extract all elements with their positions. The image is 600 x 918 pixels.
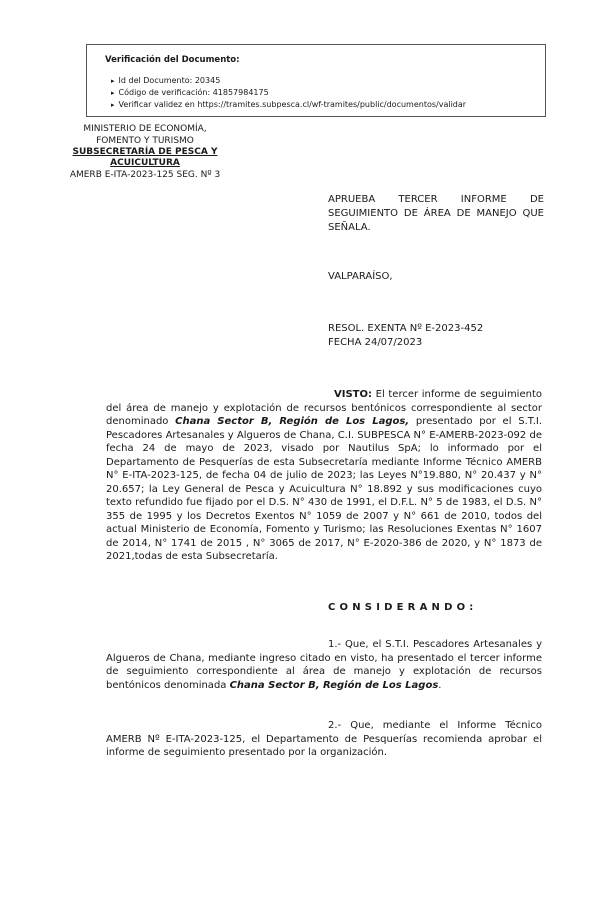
ministry-line-2: FOMENTO Y TURISMO [96,136,194,146]
considerando-1-text-2: . [438,679,442,691]
document-id: ▸ Id del Documento: 20345 [111,75,545,87]
resolution-number: RESOL. EXENTA Nº E-2023-452 [328,323,484,334]
visto-label: VISTO: [334,389,372,400]
subsecretaria-line-1: SUBSECRETARÍA DE PESCA Y [72,147,218,157]
letterhead [40,123,250,181]
ministry-line-1: MINISTERIO DE ECONOMÍA, [83,124,207,134]
considerando-heading: CONSIDERANDO: [328,602,478,613]
resolution-abstract: APRUEBA TERCER INFORME DE SEGUIMIENTO DE ÁREA DE MANEJO QUE SEÑALA. [328,194,544,233]
considerando-2 [106,719,542,760]
resolution-info [328,322,483,350]
considerando-2-text: 2.- Que, mediante el Informe Técnico AMERB Nº E-ITA-2023-125, el Departamento de Pesquerías recomienda aprobar el informe de seguimiento presentado por la organización. [106,720,542,758]
visto-paragraph [106,388,542,564]
verification-box [86,44,546,117]
resolution-date: FECHA 24/07/2023 [328,337,423,348]
visto-text-2: presentado por el S.T.I. Pescadores Artesanales y Algueros de Chana, C.I. SUBPESCA N° E-AMERB-2023-092 de fecha 24 de mayo de 2023, visado por Nautilus SpA; lo informado por el Departamento de Pesquerías de esta Subsecretaría mediante Informe Técnico AMERB N° E-ITA-2023-125, de fecha 04 de julio de 2023; las Leyes N°19.880, N° 20.437 y N° 20.657; la Ley General de Pesca y Acuicultura N° 18.892 y sus modificaciones cuyo texto refundido fue fijado por el D.S. N° 430 de 1991, el D.F.L. N° 5 de 1983, el D.S. N° 355 de 1995 y los Decretos Exentos N° 1059 de 2007 y N° 661 de 2010, todos del actual Ministerio de Economía, Fomento y Turismo; las Resoluciones Exentas N° 1607 de 2014, N° 1741 de 2015 , N° 3065 de 2017, N° E-2020-386 de 2020, y N° 1873 de 2021,todas de esta Subsecretaría. [106,416,542,562]
visto-text-1: El tercer informe de seguimiento del área de manejo y explotación de recursos bentónicos correspondiente al sector denominado [106,389,542,427]
verification-code: ▸ Código de verificación: 41857984175 [111,87,545,99]
place: VALPARAÍSO, [328,271,393,282]
verification-list [105,75,545,111]
document-code: AMERB E-ITA-2023-125 SEG. Nº 3 [69,170,221,180]
subsecretaria-line-2: ACUICULTURA [110,158,180,168]
considerando-1-area: Chana Sector B, Región de Los Lagos [229,679,439,691]
verification-title: Verificación del Documento: [105,55,240,65]
verification-url[interactable]: ▸ Verificar validez en https://tramites.subpesca.cl/wf-tramites/public/documentos/validar [111,99,545,111]
considerando-1 [106,638,542,692]
considerando-1-text-1: 1.- Que, el S.T.I. Pescadores Artesanales y Algueros de Chana, mediante ingreso citado en visto, ha presentado el tercer informe de seguimiento correspondiente al área de manejo y explotación de recursos bentónicos denominada [106,639,542,691]
visto-area: Chana Sector B, Región de Los Lagos, [175,416,410,427]
